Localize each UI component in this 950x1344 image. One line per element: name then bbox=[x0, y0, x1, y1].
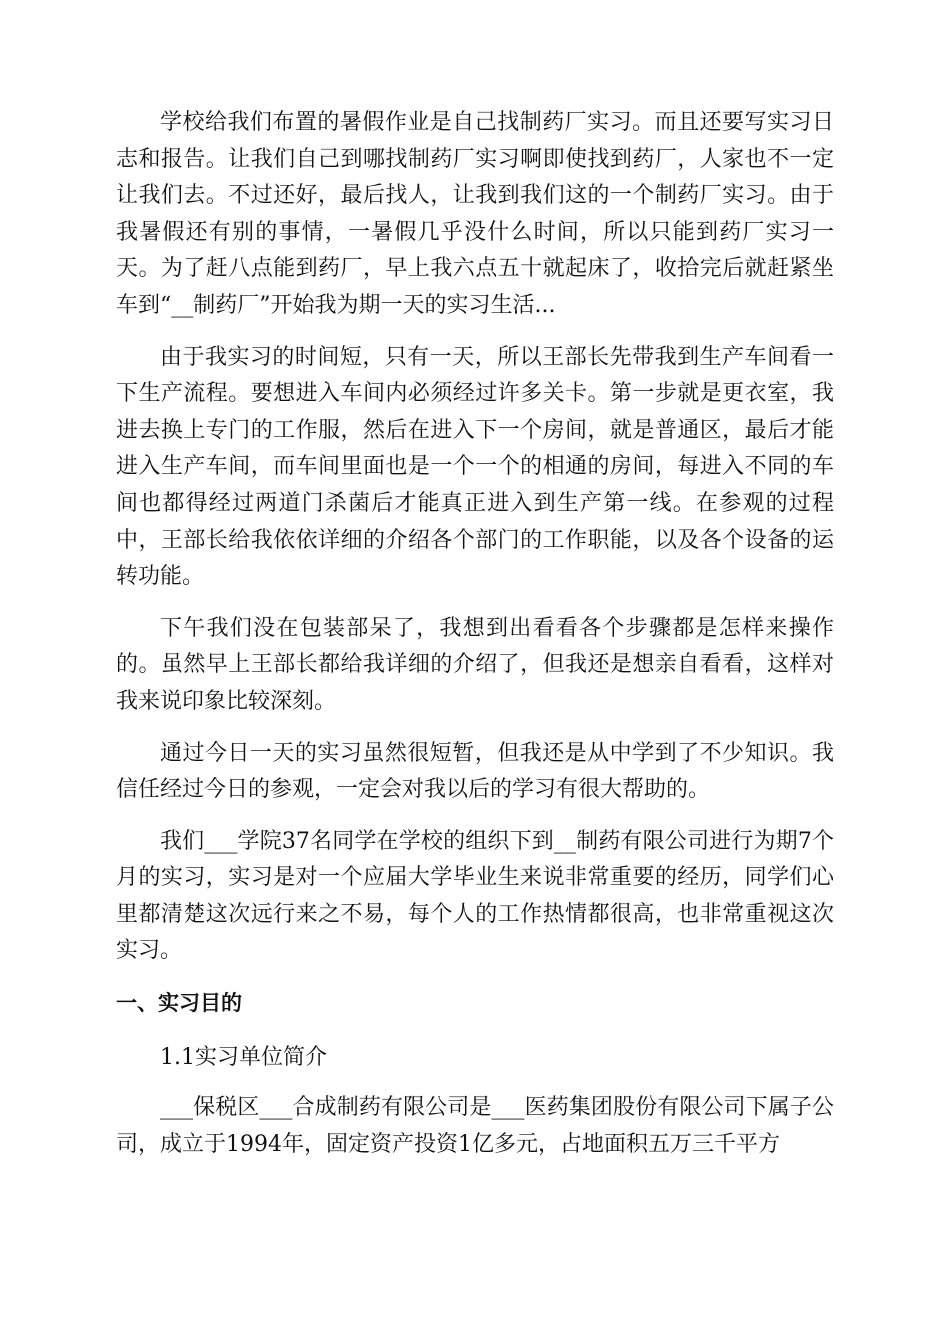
section-heading: 一、实习目的 bbox=[116, 991, 242, 1016]
paragraph-packaging: 下午我们没在包装部呆了，我想到出看看各个步骤都是怎样来操作的。虽然早上王部长都给我详细的介绍了，但我还是想亲自看看，这样对我来说印象比较深刻。 bbox=[116, 615, 834, 714]
paragraph-internship-overview: 我们___学院37名同学在学校的组织下到__制药有限公司进行为期7个月的实习，实习是对一个应届大学毕业生来说非常重要的经历，同学们心里都清楚这次远行来之不易，每个人的工作热情都很高，也非常重视这次实习。 bbox=[116, 828, 834, 964]
subsection-heading: 1.1实习单位简介 bbox=[160, 1044, 327, 1070]
paragraph-production-tour: 由于我实习的时间短，只有一天，所以王部长先带我到生产车间看一下生产流程。要想进入车间内必须经过许多关卡。第一步就是更衣室，我进去换上专门的工作服，然后在进入下一个房间，就是普通区，最后才能进入生产车间，而车间里面也是一个一个的相通的房间，每进入不同的车间也都得经过两道门杀菌后才能真正进入到生产第一线。在参观的过程中，王部长给我依依详细的介绍各个部门的工作职能，以及各个设备的运转功能。 bbox=[116, 344, 834, 590]
paragraph-summary: 通过今日一天的实习虽然很短暂，但我还是从中学到了不少知识。我信任经过今日的参观，一定会对我以后的学习有很大帮助的。 bbox=[116, 740, 834, 803]
document-page bbox=[116, 105, 834, 1178]
paragraph-company-intro: ___保税区___合成制药有限公司是___医药集团股份有限公司下属子公司，成立于1994年，固定资产投资1亿多元，占地面积五万三千平方 bbox=[116, 1095, 834, 1157]
paragraph-intro: 学校给我们布置的暑假作业是自己找制药厂实习。而且还要写实习日志和报告。让我们自己到哪找制药厂实习啊即使找到药厂，人家也不一定让我们去。不过还好，最后找人，让我到我们这的一个制药厂实习。由于我暑假还有别的事情，一暑假几乎没什么时间，所以只能到药厂实习一天。为了赶八点能到药厂，早上我六点五十就起床了，收拾完后就赶紧坐车到“__制药厂”开始我为期一天的实习生活... bbox=[116, 110, 834, 318]
